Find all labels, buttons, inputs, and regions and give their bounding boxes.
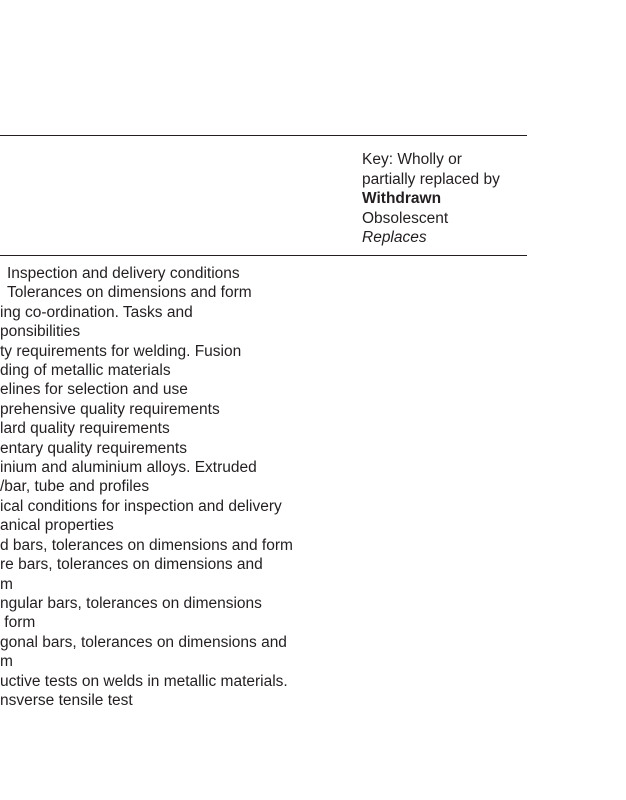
list-line: m: [0, 575, 13, 593]
list-line: lard quality requirements: [0, 420, 170, 438]
list-line: d bars, tolerances on dimensions and form: [0, 536, 293, 554]
list-line: ding of metallic materials: [0, 362, 171, 380]
list-line: Tolerances on dimensions and form: [7, 284, 252, 302]
list-line: inium and aluminium alloys. Extruded: [0, 459, 257, 477]
key-replaces: Replaces: [362, 229, 427, 246]
list-line: nsverse tensile test: [0, 691, 133, 709]
standards-list: [0, 264, 360, 710]
header-rule: [0, 255, 527, 256]
list-line: ing co-ordination. Tasks and: [0, 303, 193, 321]
list-line: /bar, tube and profiles: [0, 478, 150, 496]
key-legend: [362, 150, 532, 248]
key-label-line1: Key: Wholly or: [362, 151, 462, 168]
list-line: ponsibilities: [0, 323, 81, 341]
top-rule: [0, 135, 527, 136]
list-line: ical conditions for inspection and delivery: [0, 497, 282, 515]
key-obsolescent: Obsolescent: [362, 209, 449, 227]
list-line: entary quality requirements: [0, 439, 187, 457]
list-line: elines for selection and use: [0, 381, 188, 399]
list-line: m: [0, 653, 13, 671]
list-line: anical properties: [0, 517, 114, 535]
list-line: form: [0, 614, 36, 632]
list-line: uctive tests on welds in metallic materials.: [0, 672, 288, 690]
list-line: prehensive quality requirements: [0, 400, 220, 418]
key-withdrawn: Withdrawn: [362, 190, 442, 207]
list-line: re bars, tolerances on dimensions and: [0, 556, 263, 574]
list-line: gonal bars, tolerances on dimensions and: [0, 633, 287, 651]
list-line: Inspection and delivery conditions: [7, 265, 240, 282]
key-label-line2: partially replaced by: [362, 170, 500, 188]
list-line: ty requirements for welding. Fusion: [0, 342, 242, 360]
list-line: ngular bars, tolerances on dimensions: [0, 594, 262, 612]
